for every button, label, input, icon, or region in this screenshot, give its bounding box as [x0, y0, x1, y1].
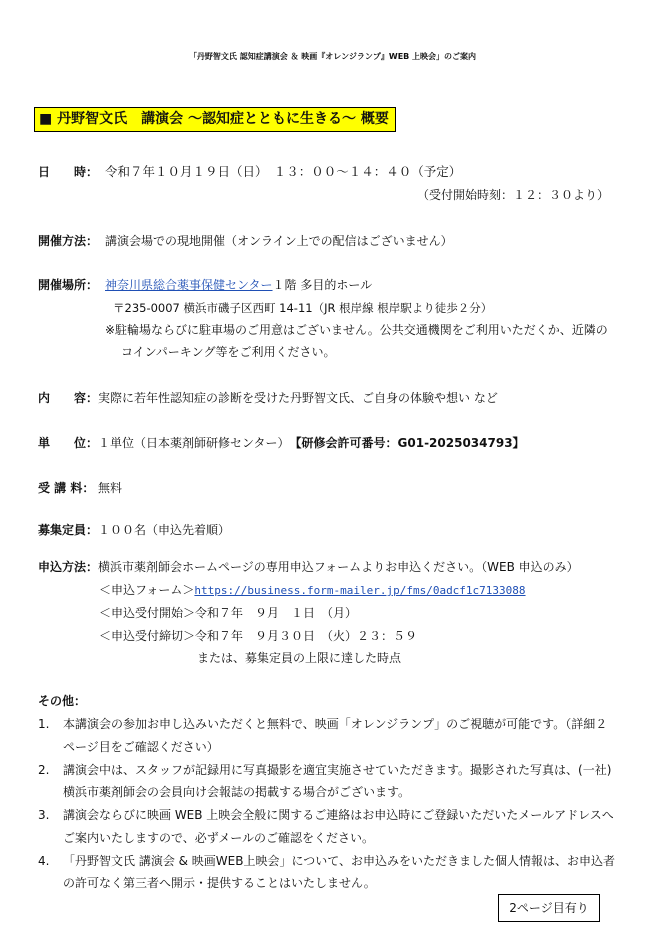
form-url-link[interactable]: https://business.form-mailer.jp/fms/0adcf1c7133088: [194, 584, 526, 597]
date-label: 日 時：: [38, 165, 99, 179]
method-value: 講演会場での現地開催（オンライン上での配信はございません）: [105, 234, 453, 248]
others-item-1-num: 1.: [38, 717, 50, 731]
others-item-4-line1: 「丹野智文氏 講演会 & 映画WEB上映会」について、お申込みをいただきました個人情報は、お申込者: [63, 854, 616, 868]
parking-note-line1: ※駐輪場ならびに駐車場のご用意はございません。公共交通機関をご利用いただくか、近隣の: [105, 323, 608, 337]
others-label: その他：: [38, 694, 87, 708]
capacity-label: 募集定員：: [38, 523, 99, 537]
application-end: ＜申込受付締切＞令和７年 ９月３０日 （火）２３：５９: [99, 629, 418, 643]
credit-label: 単 位：: [38, 436, 99, 450]
parking-note-line2: コインパーキング等をご利用ください。: [121, 345, 336, 359]
others-item-3-num: 3.: [38, 808, 50, 822]
application-value: 横浜市薬剤師会ホームページの専用申込フォームよりお申込ください。（WEB 申込のみ）: [98, 560, 579, 574]
fee-value: 無料: [98, 481, 123, 495]
others-item-3-line1: 講演会ならびに映画 WEB 上映会全般に関するご連絡はお申込時にご登録いただいたメールアドレスへ: [63, 808, 614, 822]
venue-link[interactable]: 神奈川県総合薬事保健センター: [105, 278, 273, 292]
date-value: 令和７年１０月１９日（日） １３：００～１４：４０（予定）: [105, 164, 462, 179]
section-heading: ■ 丹野智文氏 講演会 ～認知症とともに生きる～ 概要: [34, 107, 396, 132]
content-value: 実際に若年性認知症の診断を受けた丹野智文氏、ご自身の体験や想い など: [98, 391, 498, 405]
others-item-2-line2: 横浜市薬剤師会の会員向け会報誌の掲載する場合がございます。: [63, 785, 411, 799]
method-label: 開催方法：: [38, 234, 99, 248]
credit-value: １単位（日本薬剤師研修センター）: [98, 436, 296, 450]
others-item-3-line2: ご案内いたしますので、必ずメールのご確認をください。: [63, 831, 375, 845]
others-item-1-line2: ページ目をご確認ください）: [63, 740, 219, 754]
content-label: 内 容：: [38, 391, 99, 405]
credit-line: [98, 434, 525, 452]
venue-address: 〒235-0007 横浜市磯子区西町 14-11（JR 根岸線 根岸駅より徒歩２分）: [113, 301, 493, 315]
application-start: ＜申込受付開始＞令和７年 ９月 １日 （月）: [99, 606, 358, 620]
page-two-note: 2ページ目有り: [498, 894, 600, 922]
application-or-capacity: または、募集定員の上限に達した時点: [197, 651, 402, 665]
venue-room: １階 多目的ホール: [272, 278, 373, 292]
others-item-4-num: 4.: [38, 854, 50, 868]
form-line: [99, 581, 526, 600]
others-item-4-line2: の許可なく第三者へ開示・提供することはいたしません。: [63, 876, 376, 890]
capacity-value: １００名（申込先着順）: [98, 523, 231, 537]
reception-time: （受付開始時刻：１２：３０より）: [416, 188, 609, 202]
form-label: ＜申込フォーム＞: [99, 583, 195, 597]
others-item-1-line1: 本講演会の参加お申し込みいただくと無料で、映画「オレンジランプ」のご視聴が可能です。（詳細２: [63, 717, 608, 731]
document-title: 「丹野智文氏 認知症講演会 ＆ 映画『オレンジランプ』WEB 上映会」のご案内: [188, 52, 477, 61]
others-item-2-num: 2.: [38, 763, 50, 777]
venue-line: [105, 276, 372, 294]
fee-label: 受 講 料：: [38, 481, 95, 495]
certification-number: 【研修会許可番号：G01-2025034793】: [295, 436, 525, 450]
others-item-2-line1: 講演会中は、スタッフが記録用に写真撮影を適宜実施させていただきます。撮影された写真は、(一社): [63, 763, 612, 777]
venue-label: 開催場所：: [38, 278, 99, 292]
application-label: 申込方法：: [38, 560, 99, 574]
